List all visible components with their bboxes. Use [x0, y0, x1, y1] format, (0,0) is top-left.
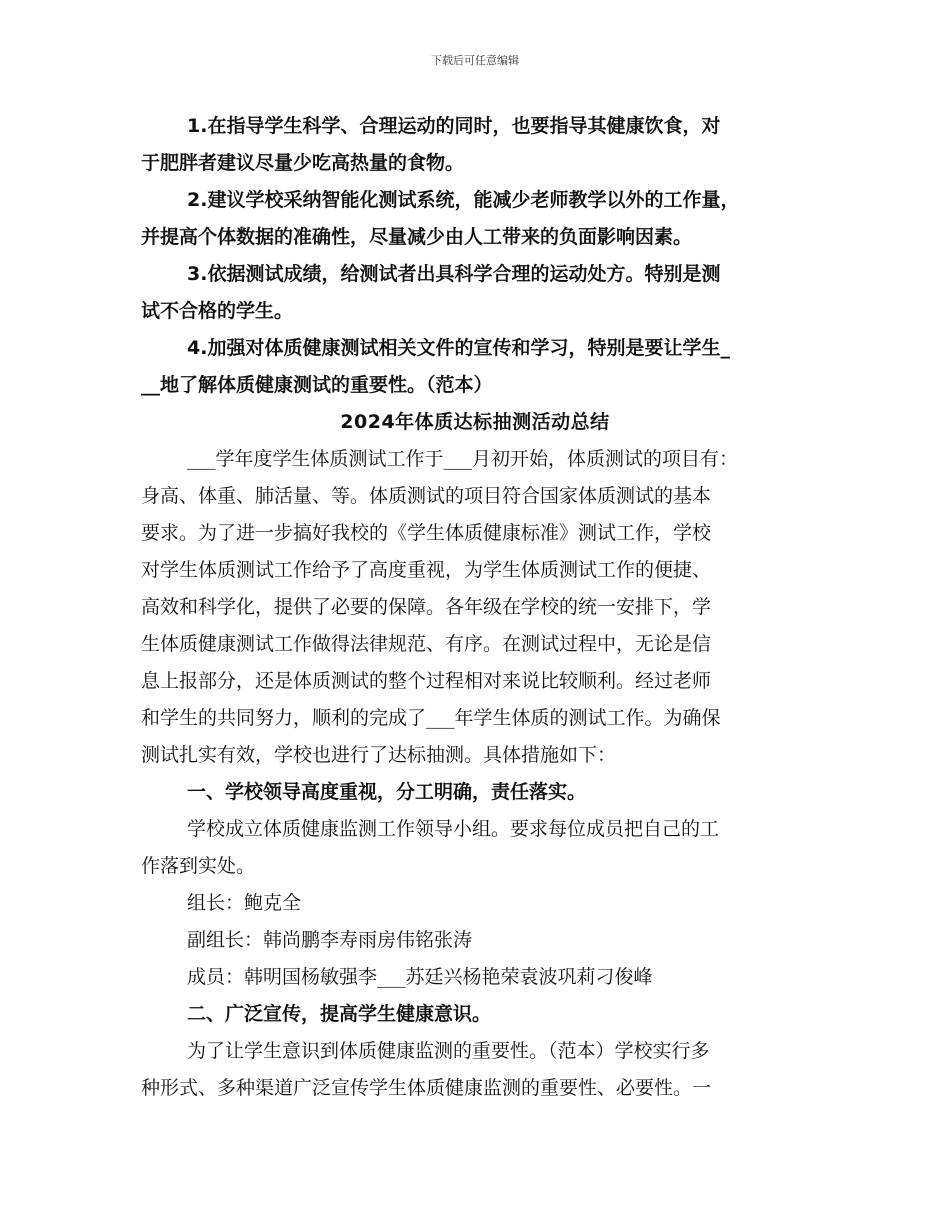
text-line: 1.在指导学生科学、合理运动的同时，也要指导其健康饮食，对: [187, 115, 721, 137]
text-line: 生体质健康测试工作做得法律规范、有序。在测试过程中，无论是信: [141, 633, 712, 655]
text-line: 于肥胖者建议尽量少吃高热量的食物。: [141, 152, 465, 174]
text-line: 组长：鲍克全: [187, 892, 302, 914]
document-title: 2024年体质达标抽测活动总结: [340, 411, 610, 433]
text-line: 要求。为了进一步搞好我校的《学生体质健康标准》测试工作，学校: [141, 522, 712, 544]
text-line: ___学年度学生体质测试工作于___月初开始，体质测试的项目有：: [187, 448, 739, 470]
text-line: 对学生体质测试工作给予了高度重视，为学生体质测试工作的便捷、: [141, 559, 712, 581]
text-line: 学校成立体质健康监测工作领导小组。要求每位成员把自己的工: [187, 818, 720, 840]
text-line: 作落到实处。: [141, 855, 256, 877]
text-line: 试不合格的学生。: [141, 300, 294, 322]
text-line: 为了让学生意识到体质健康监测的重要性。（范本）学校实行多: [187, 1040, 710, 1062]
text-line: 高效和科学化，提供了必要的保障。各年级在学校的统一安排下，学: [141, 596, 712, 618]
text-line: 成员：韩明国杨敏强李___苏廷兴杨艳荣袁波巩莉刁俊峰: [187, 966, 653, 988]
text-line: 副组长：韩尚鹏李寿雨房伟铭张涛: [187, 929, 473, 951]
text-line: 身高、体重、肺活量、等。体质测试的项目符合国家体质测试的基本: [141, 485, 712, 507]
text-line: 3.依据测试成绩，给测试者出具科学合理的运动处方。特别是测: [187, 263, 721, 285]
text-line: 种形式、多种渠道广泛宣传学生体质健康监测的重要性、必要性。一: [141, 1077, 712, 1099]
text-line: 4.加强对体质健康测试相关文件的宣传和学习，特别是要让学生_: [187, 337, 730, 359]
text-line: 2.建议学校采纳智能化测试系统，能减少老师教学以外的工作量，: [187, 189, 740, 211]
section-heading: 二、广泛宣传，提高学生健康意识。: [187, 1003, 492, 1025]
text-line: 息上报部分，还是体质测试的整个过程相对来说比较顺利。经过老师: [141, 670, 712, 692]
document-body: [141, 108, 809, 1107]
text-line: __地了解体质健康测试的重要性。（范本）: [141, 374, 493, 396]
text-line: 并提高个体数据的准确性，尽量减少由人工带来的负面影响因素。: [141, 226, 693, 248]
text-line: 测试扎实有效，学校也进行了达标抽测。具体措施如下：: [141, 744, 617, 766]
text-line: 和学生的共同努力，顺利的完成了___年学生体质的测试工作。为确保: [141, 707, 721, 729]
section-heading: 一、学校领导高度重视，分工明确，责任落实。: [187, 781, 587, 803]
page-header: 下载后可任意编辑: [431, 54, 519, 67]
